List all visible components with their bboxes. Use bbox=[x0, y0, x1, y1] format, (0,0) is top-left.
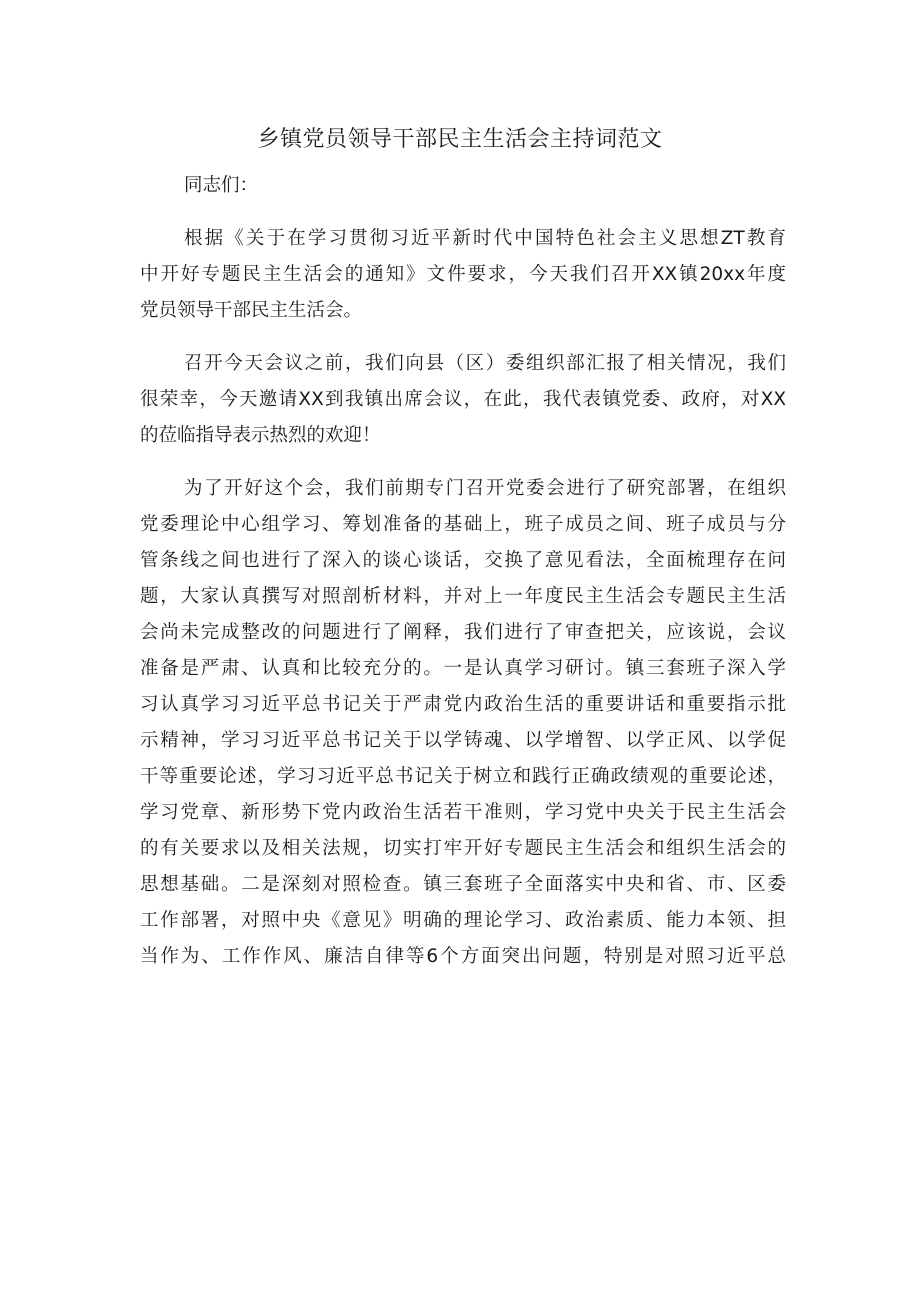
paragraph-line: 习认真学习习近平总书记关于严肃党内政治生活的重要讲话和重要指示批 bbox=[140, 694, 786, 715]
paragraph-line: 召开今天会议之前，我们向县（区）委组织部汇报了相关情况，我们 bbox=[184, 353, 786, 374]
paragraph-line: 思想基础。二是深刻对照检查。镇三套班子全面落实中央和省、市、区委 bbox=[140, 874, 786, 895]
paragraph-line: 很荣幸，今天邀请XX到我镇出席会议，在此，我代表镇党委、政府，对XX bbox=[140, 389, 786, 410]
paragraph-line: 干等重要论述，学习习近平总书记关于树立和践行正确政绩观的重要论述， bbox=[140, 766, 786, 787]
document-body bbox=[140, 168, 786, 975]
salutation-line: 同志们： bbox=[184, 175, 259, 196]
paragraph-line: 示精神，学习习近平总书记关于以学铸魂、以学增智、以学正风、以学促 bbox=[140, 730, 786, 751]
paragraph-line: 的有关要求以及相关法规，切实打牢开好专题民主生活会和组织生活会的 bbox=[140, 838, 786, 859]
paragraph-line: 为了开好这个会，我们前期专门召开党委会进行了研究部署，在组织 bbox=[184, 478, 786, 499]
paragraph-line: 党员领导干部民主生活会。 bbox=[140, 300, 363, 321]
paragraph-line: 的莅临指导表示热烈的欢迎！ bbox=[140, 425, 381, 446]
paragraph-line: 中开好专题民主生活会的通知》文件要求，今天我们召开XX镇20xx年度 bbox=[140, 264, 786, 285]
paragraph-line: 根据《关于在学习贯彻习近平新时代中国特色社会主义思想ZT教育 bbox=[184, 228, 786, 249]
paragraph-line: 管条线之间也进行了深入的谈心谈话，交换了意见看法，全面梳理存在问 bbox=[140, 550, 786, 571]
paragraph-line: 题，大家认真撰写对照剖析材料，并对上一年度民主生活会专题民主生活 bbox=[140, 586, 786, 607]
paragraph-line: 学习党章、新形势下党内政治生活若干准则，学习党中央关于民主生活会 bbox=[140, 802, 786, 823]
paragraph-line: 当作为、工作作风、廉洁自律等6个方面突出问题，特别是对照习近平总 bbox=[140, 946, 786, 967]
document-title: 乡镇党员领导干部民主生活会主持词范文 bbox=[257, 127, 663, 152]
paragraph-line: 准备是严肃、认真和比较充分的。一是认真学习研讨。镇三套班子深入学 bbox=[140, 658, 786, 679]
paragraph-line: 工作部署，对照中央《意见》明确的理论学习、政治素质、能力本领、担 bbox=[140, 910, 786, 931]
paragraph-line: 党委理论中心组学习、筹划准备的基础上，班子成员之间、班子成员与分 bbox=[140, 514, 786, 535]
paragraph-line: 会尚未完成整改的问题进行了阐释，我们进行了审查把关，应该说，会议 bbox=[140, 622, 786, 643]
